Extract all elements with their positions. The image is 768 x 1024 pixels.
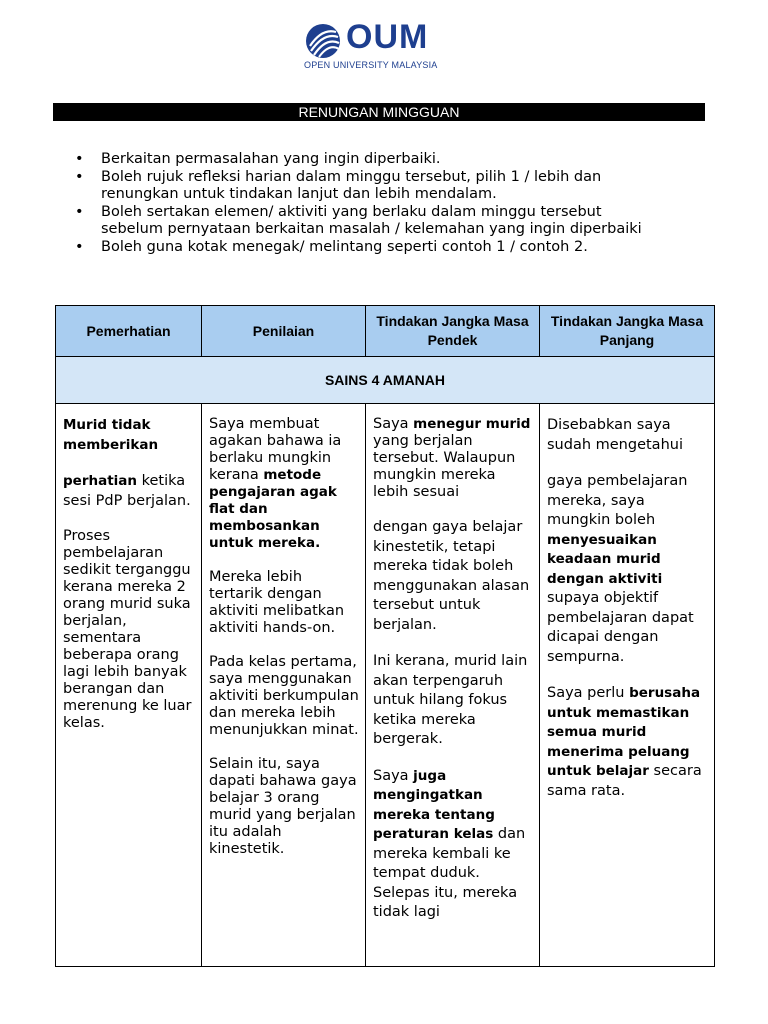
oum-logo <box>300 20 460 75</box>
cell-penilaian: Saya membuat agakan bahawa ia berlaku mungkin kerana metode pengajaran agak flat dan membosankan untuk mereka. Mereka lebih tertarik dengan aktiviti melibatkan aktiviti hands-on. Pada kelas pertama, saya menggunakan aktiviti berkumpulan dan mereka lebih menunjukkan minat. Selain itu, saya dapati bahawa gaya belajar 3 orang murid yang berjalan itu adalah kinestetik. <box>202 404 366 967</box>
reflection-table <box>55 305 715 967</box>
bullet-icon: • <box>75 168 84 185</box>
logo-subtitle: OPEN UNIVERSITY MALAYSIA <box>304 60 438 70</box>
list-item: • Boleh rujuk refleksi harian dalam minggu tersebut, pilih 1 / lebih dan renungkan untuk tindakan lanjut dan lebih mendalam. <box>75 168 602 202</box>
logo-word: OUM <box>346 18 429 56</box>
cell-tindakan-pendek: Saya menegur murid yang berjalan tersebut. Walaupun mungkin mereka lebih sesuai dengan gaya belajar kinestetik, tetapi mereka tidak boleh menggunakan alasan tersebut untuk berjalan. Ini kerana, murid lain akan terpengaruh untuk hilang fokus ketika mereka bergerak. Saya juga mengingatkan mereka tentang peraturan kelas dan mereka kembali ke tempat duduk. Selepas itu, mereka tidak lagi <box>366 404 540 967</box>
cell-pemerhatian: Murid tidak memberikan perhatian ketika sesi PdP berjalan. Proses pembelajaran sedikit terganggu kerana mereka 2 orang murid suka berjalan, sementara beberapa orang lagi lebih banyak berangan dan merenung ke luar kelas. <box>56 404 202 967</box>
table-header-row <box>56 306 715 357</box>
cell-tindakan-panjang: Disebabkan saya sudah mengetahui gaya pembelajaran mereka, saya mungkin boleh menyesuaikan keadaan murid dengan aktiviti supaya objektif pembelajaran dapat dicapai dengan sempurna. Saya perlu berusaha untuk memastikan semua murid menerima peluang untuk belajar secara sama rata. <box>540 404 715 967</box>
section-label: SAINS 4 AMANAH <box>56 357 715 404</box>
list-item: • Boleh guna kotak menegak/ melintang seperti contoh 1 / contoh 2. <box>75 238 588 255</box>
page-title: RENUNGAN MINGGUAN <box>53 103 705 121</box>
header-pemerhatian: Pemerhatian <box>56 306 202 357</box>
header-tindakan-pendek: Tindakan Jangka Masa Pendek <box>366 306 540 357</box>
globe-icon <box>302 22 344 60</box>
table-row <box>56 404 715 967</box>
header-penilaian: Penilaian <box>202 306 366 357</box>
list-item: • Boleh sertakan elemen/ aktiviti yang berlaku dalam minggu tersebut sebelum pernyataan berkaitan masalah / kelemahan yang ingin diperbaiki <box>75 203 642 237</box>
list-item: • Berkaitan permasalahan yang ingin diperbaiki. <box>75 151 441 167</box>
bullet-icon: • <box>75 151 84 167</box>
instruction-list <box>75 151 655 256</box>
bullet-icon: • <box>75 203 84 220</box>
header-tindakan-panjang: Tindakan Jangka Masa Panjang <box>540 306 715 357</box>
section-row <box>56 357 715 404</box>
bullet-icon: • <box>75 238 84 255</box>
